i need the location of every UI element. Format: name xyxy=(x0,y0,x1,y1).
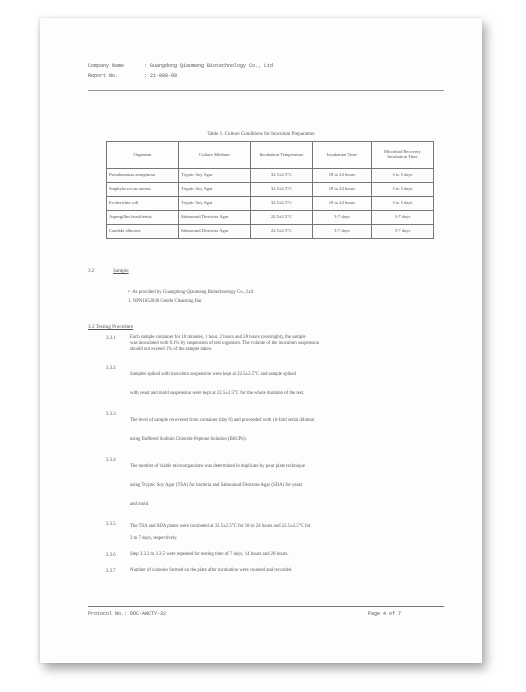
step-text xyxy=(130,365,450,403)
table-cell: 18 to 24 hours xyxy=(313,197,372,211)
step-text xyxy=(130,335,450,353)
table-cell: 18 to 24 hours xyxy=(313,169,372,183)
table-cell: 18 to 24 hours xyxy=(313,183,372,197)
header-rule xyxy=(88,90,444,91)
table-row xyxy=(107,197,434,211)
table-cell: 32.5±2.5°C xyxy=(250,197,312,211)
section-title: Sample xyxy=(113,268,129,274)
table-cell: 3 to 5 days xyxy=(371,197,433,211)
step-text xyxy=(130,552,450,558)
step-number: 3.3.1 xyxy=(106,336,116,341)
sample-bullet xyxy=(128,290,253,296)
report-value: : 21-008-08 xyxy=(144,73,178,79)
col-header: Culture Medium xyxy=(178,142,250,169)
section-procedure-heading xyxy=(88,324,133,330)
step-line: should not exceed 1% of the sample taken. xyxy=(130,347,213,352)
report-line xyxy=(88,73,177,79)
table-cell: Sabouraud Dextrose Agar xyxy=(178,211,250,225)
col-header: Microbial Recovery Incubation Time xyxy=(371,142,433,169)
footer-protocol: Protocol No.: DOC-ANCTY-32 xyxy=(88,611,167,617)
company-key: Company Name xyxy=(88,63,125,69)
table-cell: 22.5±2.5°C xyxy=(250,225,312,239)
step-text xyxy=(130,411,450,449)
table-cell: 32.5±2.5°C xyxy=(250,183,312,197)
col-header: Organism xyxy=(107,142,179,169)
step-line: and mold. xyxy=(130,502,150,507)
table-cell: Aspergillus brasiliensis xyxy=(107,211,179,225)
table-cell: 3-7 days xyxy=(313,211,372,225)
table-cell: Tryptic Soy Agar xyxy=(178,169,250,183)
bullet-icon: • xyxy=(128,290,133,295)
step-line: The level of sample recovered from container (day 0) and proceeded with 10-fold serial dilution xyxy=(130,418,315,423)
footer-page-number: Page 4 of 7 xyxy=(368,611,402,617)
table-cell: 3-7 days xyxy=(313,225,372,239)
step-line: with yeast and mold suspension were kept at 22.5±2.5°C for the whole duration of the test. xyxy=(130,391,305,396)
step-number: 3.3.5 xyxy=(106,522,116,527)
table-row xyxy=(107,183,434,197)
step-line: using Tryptic Soy Agar (TSA) for bacteria and Sabouraud Dextrose Agar (SDA) for yeast xyxy=(130,483,302,488)
section-title: 3.3 Testing Procedure xyxy=(88,324,134,330)
step-text xyxy=(130,568,450,574)
step-number: 3.3.6 xyxy=(106,553,116,558)
step-line: 3 to 7 days, respectively. xyxy=(130,536,178,541)
table-cell: Staphylococcus aureus xyxy=(107,183,179,197)
table-caption: Table 1. Culture Conditions for Inoculum Preparation xyxy=(207,132,315,137)
sample-item: 1. NPN1052030 Gentle Cleansing Bar xyxy=(128,299,202,304)
table-row xyxy=(107,169,434,183)
step-line: The number of viable microorganisms was determined in duplicate by pour plate technique xyxy=(130,464,305,469)
step-line: Step 3.3.3 to 3.3.5 were repeated for testing time of 7 days, 14 hours and 28 hours. xyxy=(130,552,289,557)
table-cell: 3 to 5 days xyxy=(371,169,433,183)
sample-provider: As provided by Guangdong Qiaomeng Biotechnology Co., Ltd xyxy=(132,290,253,295)
step-text xyxy=(130,457,450,514)
step-line: The TSA and SDA plates were incubated at 32.5±2.5°C for 18 to 24 hours and 22.5±2.5°C for xyxy=(130,524,311,529)
step-line: Each sample container for 10 minutes, 1 hour, 2 hours and 28 hours (overnight), the sample xyxy=(130,335,306,340)
step-number: 3.3.3 xyxy=(106,412,116,417)
step-number: 3.3.7 xyxy=(106,569,116,574)
culture-conditions-table xyxy=(106,141,434,239)
table-cell: Tryptic Soy Agar xyxy=(178,197,250,211)
table-cell: 3 to 5 days xyxy=(371,183,433,197)
company-line xyxy=(88,63,273,69)
table-cell: 3-7 days xyxy=(371,211,433,225)
table-cell: Escherichia coli xyxy=(107,197,179,211)
table-row xyxy=(107,211,434,225)
step-line: Number of colonies formed on the plate after incubation were counted and recorded. xyxy=(130,568,293,573)
step-line: was inoculated with 0.1% by suspension of test organism. The volume of the inoculum suspension xyxy=(130,341,320,346)
table-header-row xyxy=(107,142,434,169)
document-page xyxy=(40,18,482,663)
company-value: : Guangdong Qiaomeng Biotechnology Co., Ltd xyxy=(144,63,274,69)
footer-rule xyxy=(88,606,444,607)
step-text xyxy=(130,521,450,545)
col-header: Incubation Temperature xyxy=(250,142,312,169)
table-cell: 3-7 days xyxy=(371,225,433,239)
table-cell: Sabouraud Dextrose Agar xyxy=(178,225,250,239)
table-row xyxy=(107,225,434,239)
table-cell: Pseudomonas aeruginosa xyxy=(107,169,179,183)
report-key: Report No. xyxy=(88,73,119,79)
step-number: 3.3.4 xyxy=(106,458,116,463)
table-cell: 32.5±2.5°C xyxy=(250,169,312,183)
step-line: using Buffered Sodium Chloride Peptone Solution (BSCPS). xyxy=(130,437,247,442)
table-cell: Tryptic Soy Agar xyxy=(178,183,250,197)
table-cell: 22.5±2.5°C xyxy=(250,211,312,225)
step-line: Samples spiked with inoculum suspension were kept at 22.5±2.5°C and sample spiked xyxy=(130,372,296,377)
section-number: 3.2 xyxy=(88,268,95,274)
col-header: Incubation Time xyxy=(313,142,372,169)
section-sample-heading xyxy=(88,268,129,274)
step-number: 3.3.2 xyxy=(106,366,116,371)
table-cell: Candida albicans xyxy=(107,225,179,239)
